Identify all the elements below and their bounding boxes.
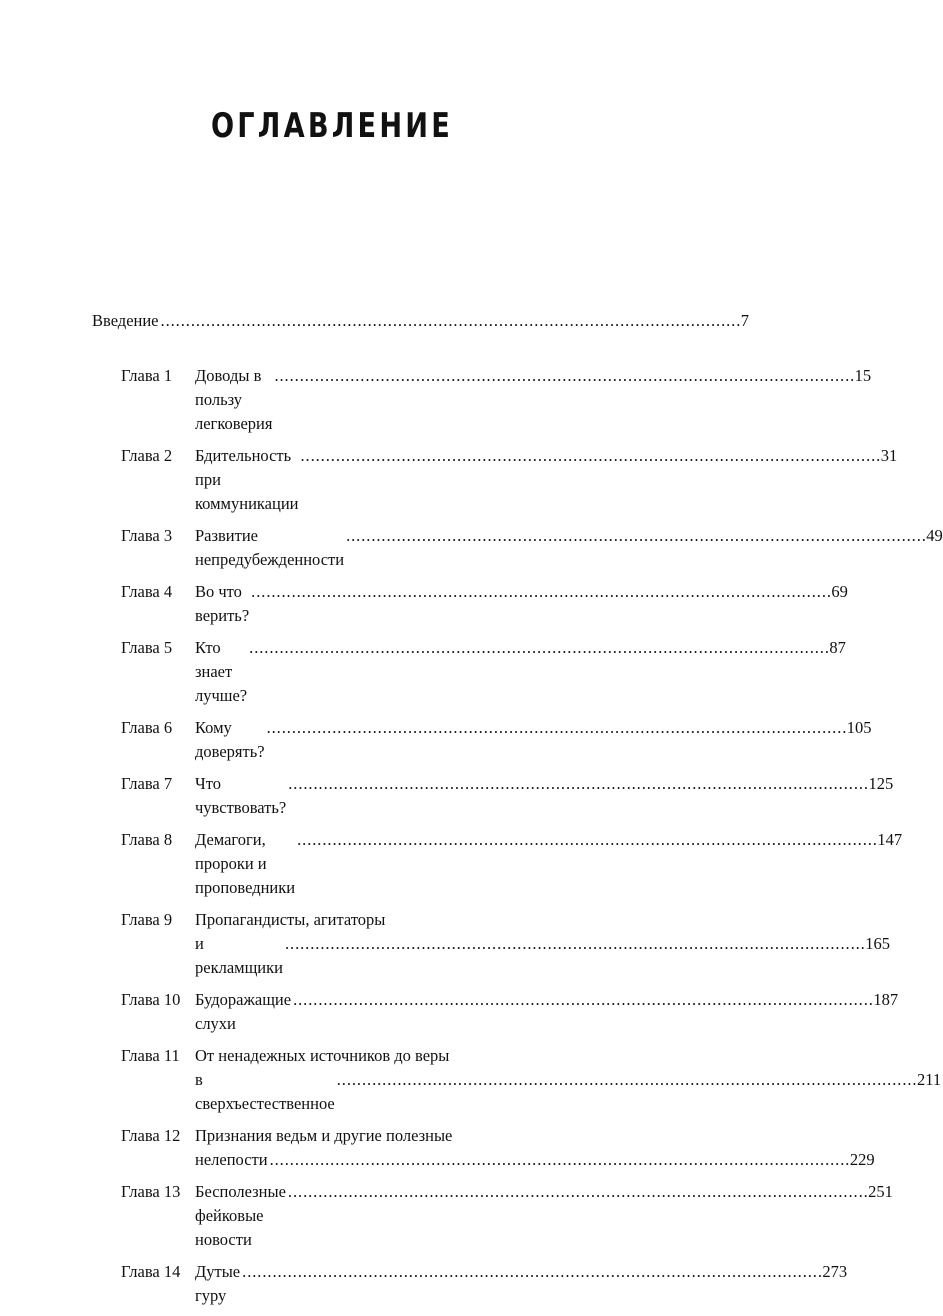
chapter-title: Кому доверять? bbox=[195, 718, 265, 761]
toc-entry[interactable] bbox=[121, 1180, 893, 1252]
toc-entry[interactable] bbox=[121, 524, 943, 572]
toc-entry-label: Введение bbox=[92, 311, 159, 330]
chapter-number: Глава 5 bbox=[121, 638, 173, 657]
chapter-number: Глава 2 bbox=[121, 446, 173, 465]
toc-page-number: 31 bbox=[880, 446, 898, 465]
chapter-number: Глава 12 bbox=[121, 1126, 181, 1145]
toc-entry[interactable] bbox=[121, 828, 903, 900]
toc-entry[interactable] bbox=[121, 908, 890, 980]
chapter-title: Бесполезные фейковые новости bbox=[195, 1182, 286, 1249]
toc-entry-introduction[interactable] bbox=[92, 311, 749, 331]
toc-entry[interactable] bbox=[121, 1260, 848, 1308]
chapter-number: Глава 3 bbox=[121, 526, 173, 545]
toc-page-number: 15 bbox=[854, 366, 872, 385]
chapter-title: Во что верить? bbox=[195, 582, 250, 625]
toc-page-number: 49 bbox=[926, 526, 943, 545]
dot-leader bbox=[288, 1180, 866, 1204]
chapter-number: Глава 9 bbox=[121, 910, 173, 929]
chapter-title: Бдительность при коммуникации bbox=[195, 446, 299, 513]
dot-leader bbox=[285, 932, 863, 956]
chapter-number: Глава 4 bbox=[121, 582, 173, 601]
dot-leader bbox=[346, 524, 924, 548]
dot-leader bbox=[249, 636, 827, 660]
chapter-number: Глава 1 bbox=[121, 366, 173, 385]
toc-page-number: 165 bbox=[865, 934, 890, 953]
chapter-title: Демагоги, пророки и проповедники bbox=[195, 830, 296, 897]
dot-leader bbox=[270, 1148, 848, 1172]
toc-entry[interactable] bbox=[121, 580, 848, 628]
toc-entry[interactable] bbox=[121, 716, 872, 764]
chapter-number: Глава 10 bbox=[121, 990, 181, 1009]
dot-leader bbox=[251, 580, 829, 604]
toc-page-number: 69 bbox=[831, 582, 848, 601]
chapter-title-line: Пропагандисты, агитаторы bbox=[195, 910, 386, 929]
dot-leader bbox=[300, 444, 878, 468]
toc-page-number: 147 bbox=[877, 830, 903, 849]
dot-leader bbox=[161, 311, 739, 331]
chapter-title: Дутые гуру bbox=[195, 1262, 241, 1305]
chapter-number: Глава 8 bbox=[121, 830, 173, 849]
chapter-title: Кто знает лучше? bbox=[195, 638, 248, 705]
chapter-number: Глава 11 bbox=[121, 1046, 180, 1065]
toc-page-number: 125 bbox=[868, 774, 894, 793]
toc-page-number: 7 bbox=[740, 311, 749, 330]
toc-entry[interactable] bbox=[121, 1124, 875, 1172]
chapter-title: Доводы в пользу легковерия bbox=[195, 366, 273, 433]
dot-leader bbox=[242, 1260, 820, 1284]
dot-leader bbox=[297, 828, 875, 852]
toc-entry[interactable] bbox=[121, 1044, 942, 1116]
toc-page-number: 211 bbox=[916, 1070, 942, 1089]
chapter-title-line: От ненадежных источников до веры bbox=[195, 1046, 450, 1065]
page-title: ОГЛАВЛЕНИЕ bbox=[210, 106, 454, 146]
chapter-title: Что чувствовать? bbox=[195, 774, 287, 817]
toc-page-number: 273 bbox=[822, 1262, 848, 1281]
toc-page-number: 87 bbox=[829, 638, 846, 657]
toc-entry[interactable] bbox=[121, 444, 898, 516]
dot-leader bbox=[267, 716, 845, 740]
chapter-title: нелепости bbox=[195, 1150, 268, 1169]
toc-entry[interactable] bbox=[121, 364, 872, 436]
toc-page-number: 187 bbox=[873, 990, 899, 1009]
chapter-title: и рекламщики bbox=[195, 934, 283, 977]
dot-leader bbox=[274, 364, 852, 388]
toc-page-number: 105 bbox=[846, 718, 872, 737]
table-of-contents bbox=[121, 364, 943, 1316]
chapter-title: в сверхъестественное bbox=[195, 1070, 335, 1113]
dot-leader bbox=[293, 988, 871, 1012]
chapter-title: Развитие непредубежденности bbox=[195, 526, 345, 569]
toc-entry[interactable] bbox=[121, 636, 846, 708]
chapter-title-line: Признания ведьм и другие полезные bbox=[195, 1126, 453, 1145]
chapter-number: Глава 14 bbox=[121, 1262, 181, 1281]
toc-entry[interactable] bbox=[121, 988, 899, 1036]
toc-page-number: 229 bbox=[849, 1150, 875, 1169]
dot-leader bbox=[288, 772, 866, 796]
toc-entry[interactable] bbox=[121, 772, 894, 820]
dot-leader bbox=[337, 1068, 915, 1092]
chapter-number: Глава 6 bbox=[121, 718, 173, 737]
chapter-title: Будоражащие слухи bbox=[195, 990, 292, 1033]
chapter-number: Глава 7 bbox=[121, 774, 173, 793]
chapter-number: Глава 13 bbox=[121, 1182, 181, 1201]
toc-page-number: 251 bbox=[868, 1182, 893, 1201]
